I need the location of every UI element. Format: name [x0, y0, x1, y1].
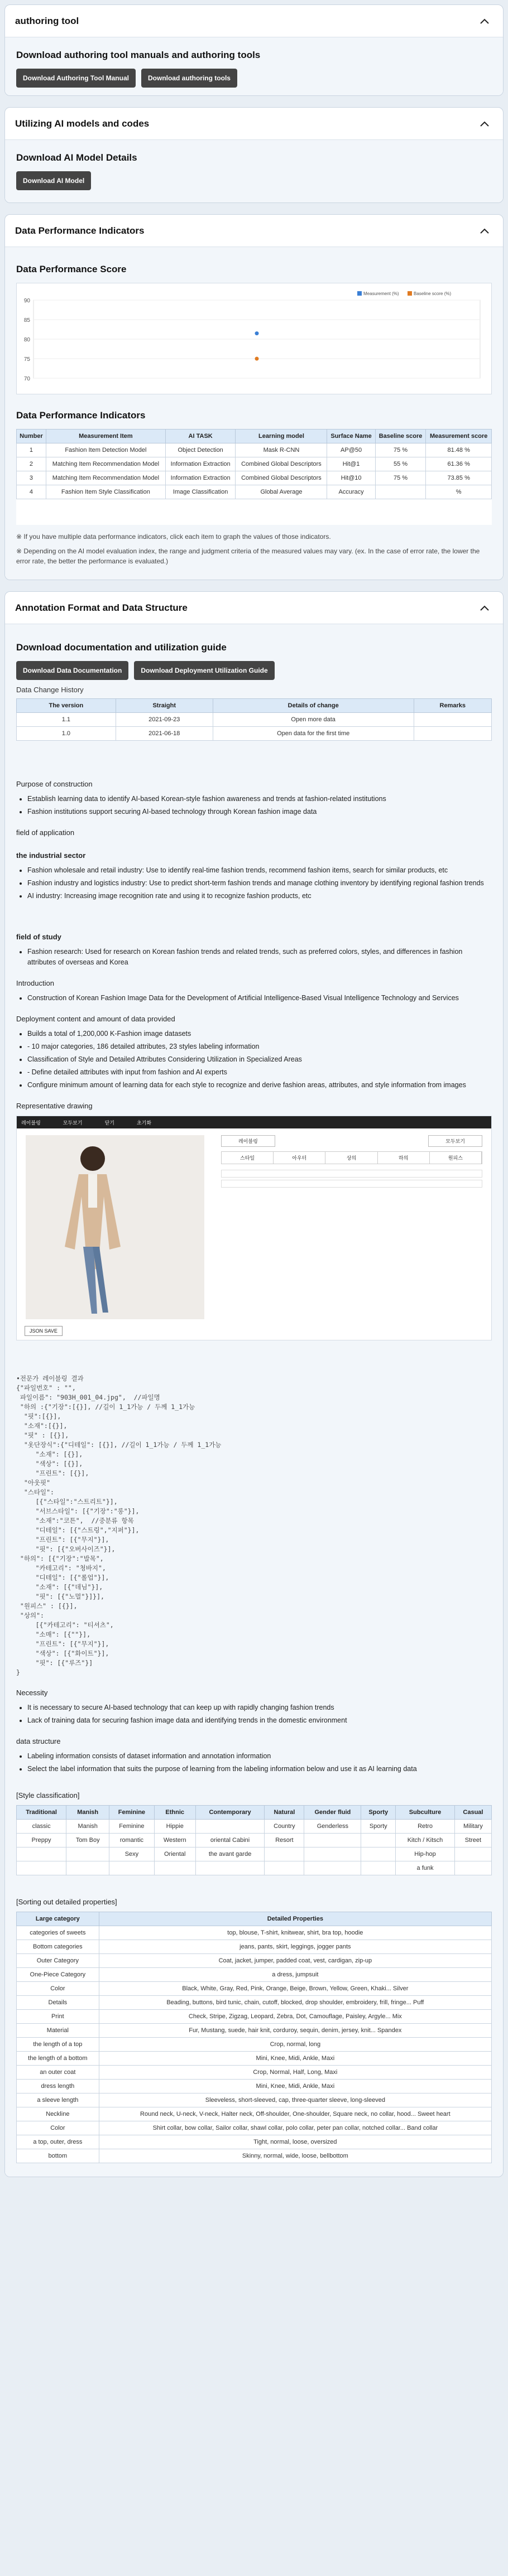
property-row-cell: Bottom categories [17, 1940, 99, 1954]
list-item: • Construction of Korean Fashion Image Data for the Development of Artificial Intelligence-Based Visual Intelligence Technology and Services [27, 993, 492, 1004]
column-header: AI TASK [165, 430, 236, 443]
table-row [17, 485, 492, 499]
column-header: Details of change [213, 699, 414, 713]
download-guide-button[interactable]: Download Deployment Utilization Guide [134, 661, 274, 680]
property-row-cell: One-Piece Category [17, 1968, 99, 1982]
property-row-cell: Color [17, 2121, 99, 2135]
style-row-cell [361, 1861, 396, 1875]
necessity-heading: Necessity [16, 1689, 48, 1697]
style-table [16, 1805, 492, 1875]
style-row [17, 1834, 492, 1847]
necessity-list [16, 1702, 492, 1726]
style-row-cell [265, 1861, 304, 1875]
style-row-cell [304, 1861, 361, 1875]
fashion-photo [26, 1135, 204, 1319]
property-row-cell: Material [17, 2024, 99, 2038]
table-row-cell: Combined Global Descriptors [236, 457, 327, 471]
performance-panel [4, 214, 504, 580]
panel-header[interactable] [5, 215, 503, 247]
style-row-cell [454, 1861, 491, 1875]
panel-header[interactable] [5, 5, 503, 37]
download-tools-button[interactable]: Download authoring tools [141, 69, 237, 88]
column-header: Number [17, 430, 46, 443]
property-row-cell: Tight, normal, loose, oversized [99, 2135, 491, 2149]
table-row-cell: 75 % [375, 471, 426, 485]
table-row-cell: Fashion Item Detection Model [46, 443, 165, 457]
column-header: Traditional [17, 1806, 66, 1820]
column-header: Learning model [236, 430, 327, 443]
list-item: • Fashion institutions support securing AI-based technology through Korean fashion image data [27, 807, 492, 817]
chevron-up-icon[interactable] [476, 223, 493, 239]
industrial-list [16, 865, 492, 901]
history-table [16, 698, 492, 741]
column-header: Straight [116, 699, 213, 713]
fashion-figure-image [26, 1135, 204, 1319]
purpose-list [16, 794, 492, 817]
column-header: Baseline score [375, 430, 426, 443]
style-row-cell: Resort [265, 1834, 304, 1847]
structure-heading: data structure [16, 1737, 61, 1745]
property-row-cell: Crop, Normal, Half, Long, Maxi [99, 2066, 491, 2080]
style-row-cell: Retro [396, 1820, 455, 1834]
style-row-cell [265, 1847, 304, 1861]
property-row-cell: an outer coat [17, 2066, 99, 2080]
label-code-sample: •전문가 레이블링 결과 {"파일번호" : "", 파일이름": "903H_001_04.jpg", //파일명 "하의 :{"기장":[{}], //길이 1_1가능 / 두께 1_1가능 "핏":[{}], "소재":[{}], "핏" : [{}], "옷단장식":{"디테일": [{}], //길이 1_1가능 / 두께 1_1가능 "소재": [{}], "색상": [{}], "프린트": [{}], "아웃핏" "스타일": [{"스타일":"스트리트"}], "서브스타일": [{"기장":"롱"}], "소재":"코튼", //중분류 항목 "디테일": [{"스트링","지퍼"}], "프린트": [{"무지"}], "핏": [{"오버사이즈"}], "하의": [{"기장":"발목", "카테고리": "청바지", "디테일": [{"롤업"}], "소재": [{"데님"}], "핏": [{"노멀"}]}], "원피스" : [{}], "상의": [{"카테고리": "티셔츠", "소매": [{""}], "프린트": [{"무지"}], "색상": [{"화이트"}], "핏": [{"루즈"}] } [16, 1374, 222, 1676]
property-row-cell: Color [17, 1982, 99, 1996]
y-tick-label: 70 [23, 376, 30, 382]
repr-tab-labeling[interactable]: 레이블링 [221, 1135, 275, 1147]
column-header: Natural [265, 1806, 304, 1820]
table-row-cell: Object Detection [165, 443, 236, 457]
table-row-cell: Mask R-CNN [236, 443, 327, 457]
style-row-cell: Sporty [361, 1820, 396, 1834]
history-row-cell: Open more data [213, 713, 414, 727]
property-row [17, 2038, 492, 2052]
property-row-cell: Neckline [17, 2107, 99, 2121]
table-row-cell: Hit@10 [327, 471, 375, 485]
column-header: Remarks [414, 699, 491, 713]
style-tab[interactable]: 스타일 [222, 1152, 274, 1164]
property-row [17, 2024, 492, 2038]
style-row-cell: Manish [66, 1820, 109, 1834]
panel-title: authoring tool [15, 15, 79, 26]
annotation-panel [4, 591, 504, 2177]
table-row [17, 457, 492, 471]
history-row-cell: Open data for the first time [213, 727, 414, 741]
column-header: Feminine [109, 1806, 154, 1820]
intro-list [16, 993, 492, 1004]
style-row-cell: Genderless [304, 1820, 361, 1834]
list-item: • Labeling information consists of dataset information and annotation information [27, 1751, 492, 1762]
property-row-cell: Skinny, normal, wide, loose, bellbottom [99, 2149, 491, 2163]
list-item: • Lack of training data for securing fashion image data and identifying trends in the domestic environment [27, 1715, 492, 1726]
study-heading: field of study [16, 933, 61, 941]
history-row [17, 713, 492, 727]
style-row-cell [66, 1847, 109, 1861]
property-row [17, 1954, 492, 1968]
list-item: • Fashion industry and logistics industry: Use to predict short-term fashion trends and manage clothing inventory by identifying regional fashion trends [27, 878, 492, 889]
column-header: Manish [66, 1806, 109, 1820]
history-row-cell: 1.0 [17, 727, 116, 741]
property-row [17, 2080, 492, 2093]
table-row-cell: Combined Global Descriptors [236, 471, 327, 485]
property-row [17, 1982, 492, 1996]
list-item: • Establish learning data to identify AI-based Korean-style fashion awareness and trends at fashion-related institutions [27, 794, 492, 804]
table-row-cell: % [426, 485, 492, 499]
property-row-cell: Sleeveless, short-sleeved, cap, three-quarter sleeve, long-sleeved [99, 2093, 491, 2107]
table-row [17, 471, 492, 485]
property-row [17, 2010, 492, 2024]
style-row-cell: Military [454, 1820, 491, 1834]
section-heading: Download AI Model Details [16, 152, 137, 163]
property-row-cell: Mini, Knee, Midi, Ankle, Maxi [99, 2080, 491, 2093]
style-row [17, 1847, 492, 1861]
property-row [17, 1926, 492, 1940]
style-row-cell: romantic [109, 1834, 154, 1847]
toolbar-item[interactable]: 초기화 [136, 1120, 152, 1126]
data-point [255, 357, 259, 361]
property-row-cell: Check, Stripe, Zigzag, Leopard, Zebra, Dot, Camouflage, Paisley, Argyle... Mix [99, 2010, 491, 2024]
list-item: • Fashion wholesale and retail industry: Use to identify real-time fashion trends, recommend fashion items, search for similar products, etc [27, 865, 492, 876]
y-tick-label: 75 [23, 356, 30, 363]
intro-heading: Introduction [16, 979, 54, 987]
history-row-cell: 1.1 [17, 713, 116, 727]
property-row-cell: a sleeve length [17, 2093, 99, 2107]
style-row-cell [304, 1847, 361, 1861]
deploy-list [16, 1029, 492, 1091]
style-row-cell: a funk [396, 1861, 455, 1875]
table-row-cell: 61.36 % [426, 457, 492, 471]
style-row-cell: Hippie [154, 1820, 195, 1834]
column-header: Large category [17, 1912, 99, 1926]
legend-swatch [408, 291, 412, 296]
style-row-cell [361, 1847, 396, 1861]
list-item: • Configure minimum amount of learning data for each style to recognize and derive fashion areas, attributes, and style information from images [27, 1080, 492, 1091]
column-header: Subculture [396, 1806, 455, 1820]
property-row-cell: Shirt collar, bow collar, Sailor collar, shawl collar, polo collar, peter pan collar, notched collar... Band collar [99, 2121, 491, 2135]
score-heading: Data Performance Score [16, 264, 127, 274]
column-header: Measurement Item [46, 430, 165, 443]
style-row [17, 1820, 492, 1834]
table-heading: Data Performance Indicators [16, 410, 146, 421]
chevron-up-icon[interactable] [476, 13, 493, 30]
style-tab[interactable]: 아우터 [274, 1152, 325, 1164]
history-row-cell [414, 713, 491, 727]
history-label: Data Change History [16, 686, 84, 694]
style-row-cell: Hip-hop [396, 1847, 455, 1861]
property-row-cell: a top, outer, dress [17, 2135, 99, 2149]
column-header: Gender fluid [304, 1806, 361, 1820]
property-row [17, 2052, 492, 2066]
table-row-cell: Fashion Item Style Classification [46, 485, 165, 499]
column-header: Contemporary [195, 1806, 264, 1820]
property-row-cell: the length of a bottom [17, 2052, 99, 2066]
column-header: Measurement score [426, 430, 492, 443]
list-item: • Select the label information that suits the purpose of learning from the labeling information below and use it as AI learning data [27, 1764, 492, 1774]
note-1: ※ If you have multiple data performance indicators, click each item to graph the values of those indicators. [16, 533, 331, 541]
style-row-cell [195, 1861, 264, 1875]
structure-list [16, 1751, 492, 1774]
label-panel [221, 1135, 482, 1319]
style-row-cell: the avant garde [195, 1847, 264, 1861]
table-row [17, 443, 492, 457]
y-tick-label: 80 [23, 337, 30, 343]
property-row-cell: Print [17, 2010, 99, 2024]
table-row-cell: Matching Item Recommendation Model [46, 457, 165, 471]
table-row-cell: Matching Item Recommendation Model [46, 471, 165, 485]
property-row [17, 2135, 492, 2149]
style-tab[interactable]: 상의 [325, 1152, 377, 1164]
table-row-cell: 1 [17, 443, 46, 457]
table-row-cell: Accuracy [327, 485, 375, 499]
property-row-cell: Round neck, U-neck, V-neck, Halter neck, Off-shoulder, One-shoulder, Square neck, no collar, hood... Sweet heart [99, 2107, 491, 2121]
performance-chart [16, 283, 492, 394]
style-row-cell: Sexy [109, 1847, 154, 1861]
representative-drawing [16, 1116, 492, 1340]
property-row [17, 1968, 492, 1982]
property-row-cell: a dress, jumpsuit [99, 1968, 491, 1982]
table-row-cell: Image Classification [165, 485, 236, 499]
panel-title: Utilizing AI models and codes [15, 118, 150, 129]
list-item: • Builds a total of 1,200,000 K-Fashion image datasets [27, 1029, 492, 1039]
table-row-cell: Global Average [236, 485, 327, 499]
table-row-cell [375, 485, 426, 499]
authoring-tool-panel [4, 4, 504, 96]
property-row [17, 2107, 492, 2121]
data-point [255, 331, 259, 335]
column-header: Detailed Properties [99, 1912, 491, 1926]
style-tab[interactable]: 하의 [378, 1152, 430, 1164]
legend-label: Measurement (%) [363, 291, 399, 296]
style-row-cell [17, 1847, 66, 1861]
style-row-cell: classic [17, 1820, 66, 1834]
sort-heading: [Sorting out detailed properties] [16, 1898, 117, 1906]
style-row-cell: Tom Boy [66, 1834, 109, 1847]
chevron-up-icon[interactable] [476, 115, 493, 132]
property-row-cell: the length of a top [17, 2038, 99, 2052]
table-row-cell: 3 [17, 471, 46, 485]
list-item: • Classification of Style and Detailed Attributes Considering Utilization in Specialized Areas [27, 1054, 492, 1065]
style-tabs [221, 1151, 482, 1164]
panel-header[interactable] [5, 592, 503, 624]
property-row [17, 2121, 492, 2135]
property-row-cell: jeans, pants, skirt, leggings, jogger pants [99, 1940, 491, 1954]
download-ai-model-button[interactable]: Download AI Model [16, 171, 91, 190]
labeling-toolbar [17, 1116, 491, 1128]
download-documentation-button[interactable]: Download Data Documentation [16, 661, 128, 680]
property-row [17, 1940, 492, 1954]
study-list [16, 947, 492, 968]
performance-table-scroll[interactable] [16, 429, 492, 525]
history-row [17, 727, 492, 741]
section-heading: Download documentation and utilization guide [16, 642, 227, 653]
chart-svg [17, 283, 490, 394]
chevron-up-icon[interactable] [476, 600, 493, 616]
property-row-cell: Black, White, Gray, Red, Pink, Orange, Beige, Brown, Yellow, Green, Khaki... Silver [99, 1982, 491, 1996]
field-heading: field of application [16, 828, 75, 837]
table-row-cell: 55 % [375, 457, 426, 471]
history-row-cell: 2021-09-23 [116, 713, 213, 727]
deploy-heading: Deployment content and amount of data provided [16, 1015, 175, 1023]
toolbar-item[interactable]: 닫기 [104, 1120, 114, 1126]
properties-table [16, 1912, 492, 2163]
style-row-cell: oriental Cabini [195, 1834, 264, 1847]
toolbar-item[interactable]: 모두보기 [63, 1120, 83, 1126]
performance-table [16, 429, 492, 499]
style-row-cell: Country [265, 1820, 304, 1834]
repr-heading: Representative drawing [16, 1102, 93, 1110]
list-item: • AI industry: Increasing image recognition rate and using it to recognize fashion products, etc [27, 891, 492, 901]
section-heading: Download authoring tool manuals and authoring tools [16, 50, 261, 60]
property-row [17, 2149, 492, 2163]
table-row-cell: AP@50 [327, 443, 375, 457]
legend-label: Baseline score (%) [414, 291, 452, 296]
style-heading: [Style classification] [16, 1791, 80, 1800]
property-row-cell: Mini, Knee, Midi, Ankle, Maxi [99, 2052, 491, 2066]
list-item: • - 10 major categories, 186 detailed attributes, 23 styles labeling information [27, 1041, 492, 1052]
table-row-cell: Information Extraction [165, 471, 236, 485]
list-item: • It is necessary to secure AI-based technology that can keep up with rapidly changing fashion trends [27, 1702, 492, 1713]
property-row-cell: Fur, Mustang, suede, hair knit, corduroy, sequin, denim, jersey, knit... Spandex [99, 2024, 491, 2038]
toolbar-item[interactable]: 레이블링 [21, 1120, 41, 1126]
column-header: The version [17, 699, 116, 713]
column-header: Casual [454, 1806, 491, 1820]
table-row-cell: 2 [17, 457, 46, 471]
table-row-cell: 75 % [375, 443, 426, 457]
style-row-cell: Preppy [17, 1834, 66, 1847]
style-row-cell: Feminine [109, 1820, 154, 1834]
table-row-cell: 4 [17, 485, 46, 499]
style-row-cell: Kitch / Kitsch [396, 1834, 455, 1847]
style-row-cell [154, 1861, 195, 1875]
style-row-cell [454, 1847, 491, 1861]
legend-swatch [357, 291, 362, 296]
property-row-cell: Beading, buttons, bird tunic, chain, cutoff, blocked, drop shoulder, embroidery, frill, fringe... Puff [99, 1996, 491, 2010]
column-header: Ethnic [154, 1806, 195, 1820]
property-row [17, 2093, 492, 2107]
style-tab[interactable]: 원피스 [430, 1152, 482, 1164]
table-row-cell: Information Extraction [165, 457, 236, 471]
json-save-button[interactable]: JSON SAVE [25, 1326, 63, 1336]
style-row-cell [109, 1861, 154, 1875]
y-tick-label: 85 [23, 317, 30, 324]
table-row-cell: Hit@1 [327, 457, 375, 471]
industrial-heading: the industrial sector [16, 851, 86, 860]
list-item: • Fashion research: Used for research on Korean fashion trends and related trends, such as preferred colors, styles, and differences in fashion attributes of overseas and Korea [27, 947, 492, 968]
style-row-cell [195, 1820, 264, 1834]
property-row-cell: Outer Category [17, 1954, 99, 1968]
style-row-cell [66, 1861, 109, 1875]
style-row-cell: Street [454, 1834, 491, 1847]
property-row-cell: bottom [17, 2149, 99, 2163]
list-item: • - Define detailed attributes with input from fashion and AI experts [27, 1067, 492, 1078]
style-row-cell [304, 1834, 361, 1847]
style-row-cell: Oriental [154, 1847, 195, 1861]
note-2: ※ Depending on the AI model evaluation index, the range and judgment criteria of the measured values may vary. (ex. In the case of error rate, the lower the error rate, the better the performance is evaluated.) [16, 547, 480, 565]
download-manual-button[interactable]: Download Authoring Tool Manual [16, 69, 136, 88]
style-row-cell: Western [154, 1834, 195, 1847]
style-row-cell [361, 1834, 396, 1847]
property-row [17, 1996, 492, 2010]
y-tick-label: 90 [23, 298, 30, 304]
property-row-cell: Details [17, 1996, 99, 2010]
panel-title: Data Performance Indicators [15, 225, 145, 236]
property-row [17, 2066, 492, 2080]
ai-model-panel [4, 107, 504, 203]
panel-title: Annotation Format and Data Structure [15, 602, 188, 613]
property-row-cell: dress length [17, 2080, 99, 2093]
property-row-cell: top, blouse, T-shirt, knitwear, shirt, bra top, hoodie [99, 1926, 491, 1940]
history-row-cell [414, 727, 491, 741]
property-row-cell: categories of sweets [17, 1926, 99, 1940]
style-row-cell [17, 1861, 66, 1875]
property-row-cell: Coat, jacket, jumper, padded coat, vest, cardigan, zip-up [99, 1954, 491, 1968]
repr-tab-viewall[interactable]: 모두보기 [428, 1135, 482, 1147]
column-header: Surface Name [327, 430, 375, 443]
table-row-cell: 81.48 % [426, 443, 492, 457]
table-row-cell: 73.85 % [426, 471, 492, 485]
column-header: Sporty [361, 1806, 396, 1820]
history-row-cell: 2021-06-18 [116, 727, 213, 741]
style-row [17, 1861, 492, 1875]
purpose-heading: Purpose of construction [16, 780, 93, 788]
property-row-cell: Crop, normal, long [99, 2038, 491, 2052]
panel-header[interactable] [5, 108, 503, 140]
